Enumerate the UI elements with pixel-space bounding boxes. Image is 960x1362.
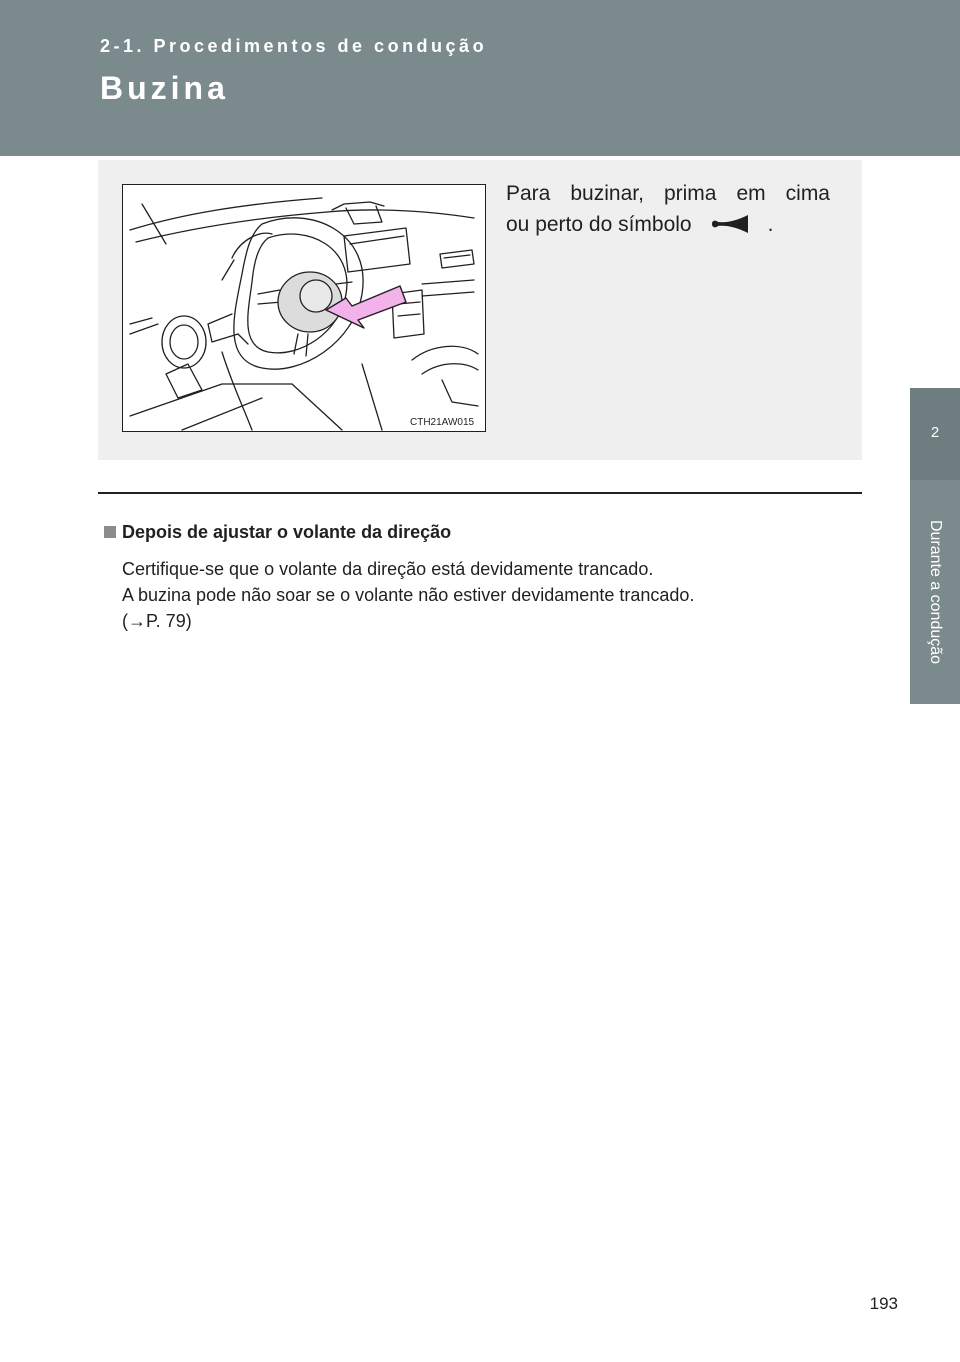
image-code: CTH21AW015 [410, 417, 475, 428]
instruction-line-1: Para buzinar, prima em cima [506, 182, 830, 205]
note-heading [104, 520, 844, 544]
page-number: 193 [869, 1294, 898, 1313]
steering-wheel-illustration [122, 184, 486, 432]
horn-icon [708, 213, 754, 235]
page-title: Buzina [100, 70, 229, 106]
section-divider [98, 492, 862, 494]
section-label: 2-1. Procedimentos de condução [100, 36, 488, 56]
note-section [104, 520, 844, 634]
note-line: Certifique-se que o volante da direção está devidamente trancado. [122, 559, 654, 579]
square-bullet-icon [104, 526, 116, 538]
chapter-title: Durante a condução [927, 519, 944, 665]
page-header [0, 0, 960, 156]
figure-instruction [506, 178, 830, 240]
note-line: A buzina pode não soar se o volante não estiver devidamente trancado. [122, 585, 695, 605]
figure-panel [98, 160, 862, 460]
chapter-tab [910, 388, 960, 704]
note-heading-text: Depois de ajustar o volante da direção [122, 522, 452, 542]
note-body [104, 556, 844, 634]
chapter-tab-number-block [910, 388, 960, 480]
instruction-line-2 [506, 209, 830, 240]
page-reference: (→P. 79) [122, 611, 192, 631]
instruction-text-before-symbol: ou perto do símbolo [506, 213, 692, 236]
chapter-number: 2 [930, 424, 940, 441]
instruction-text-after-symbol: . [767, 213, 774, 236]
